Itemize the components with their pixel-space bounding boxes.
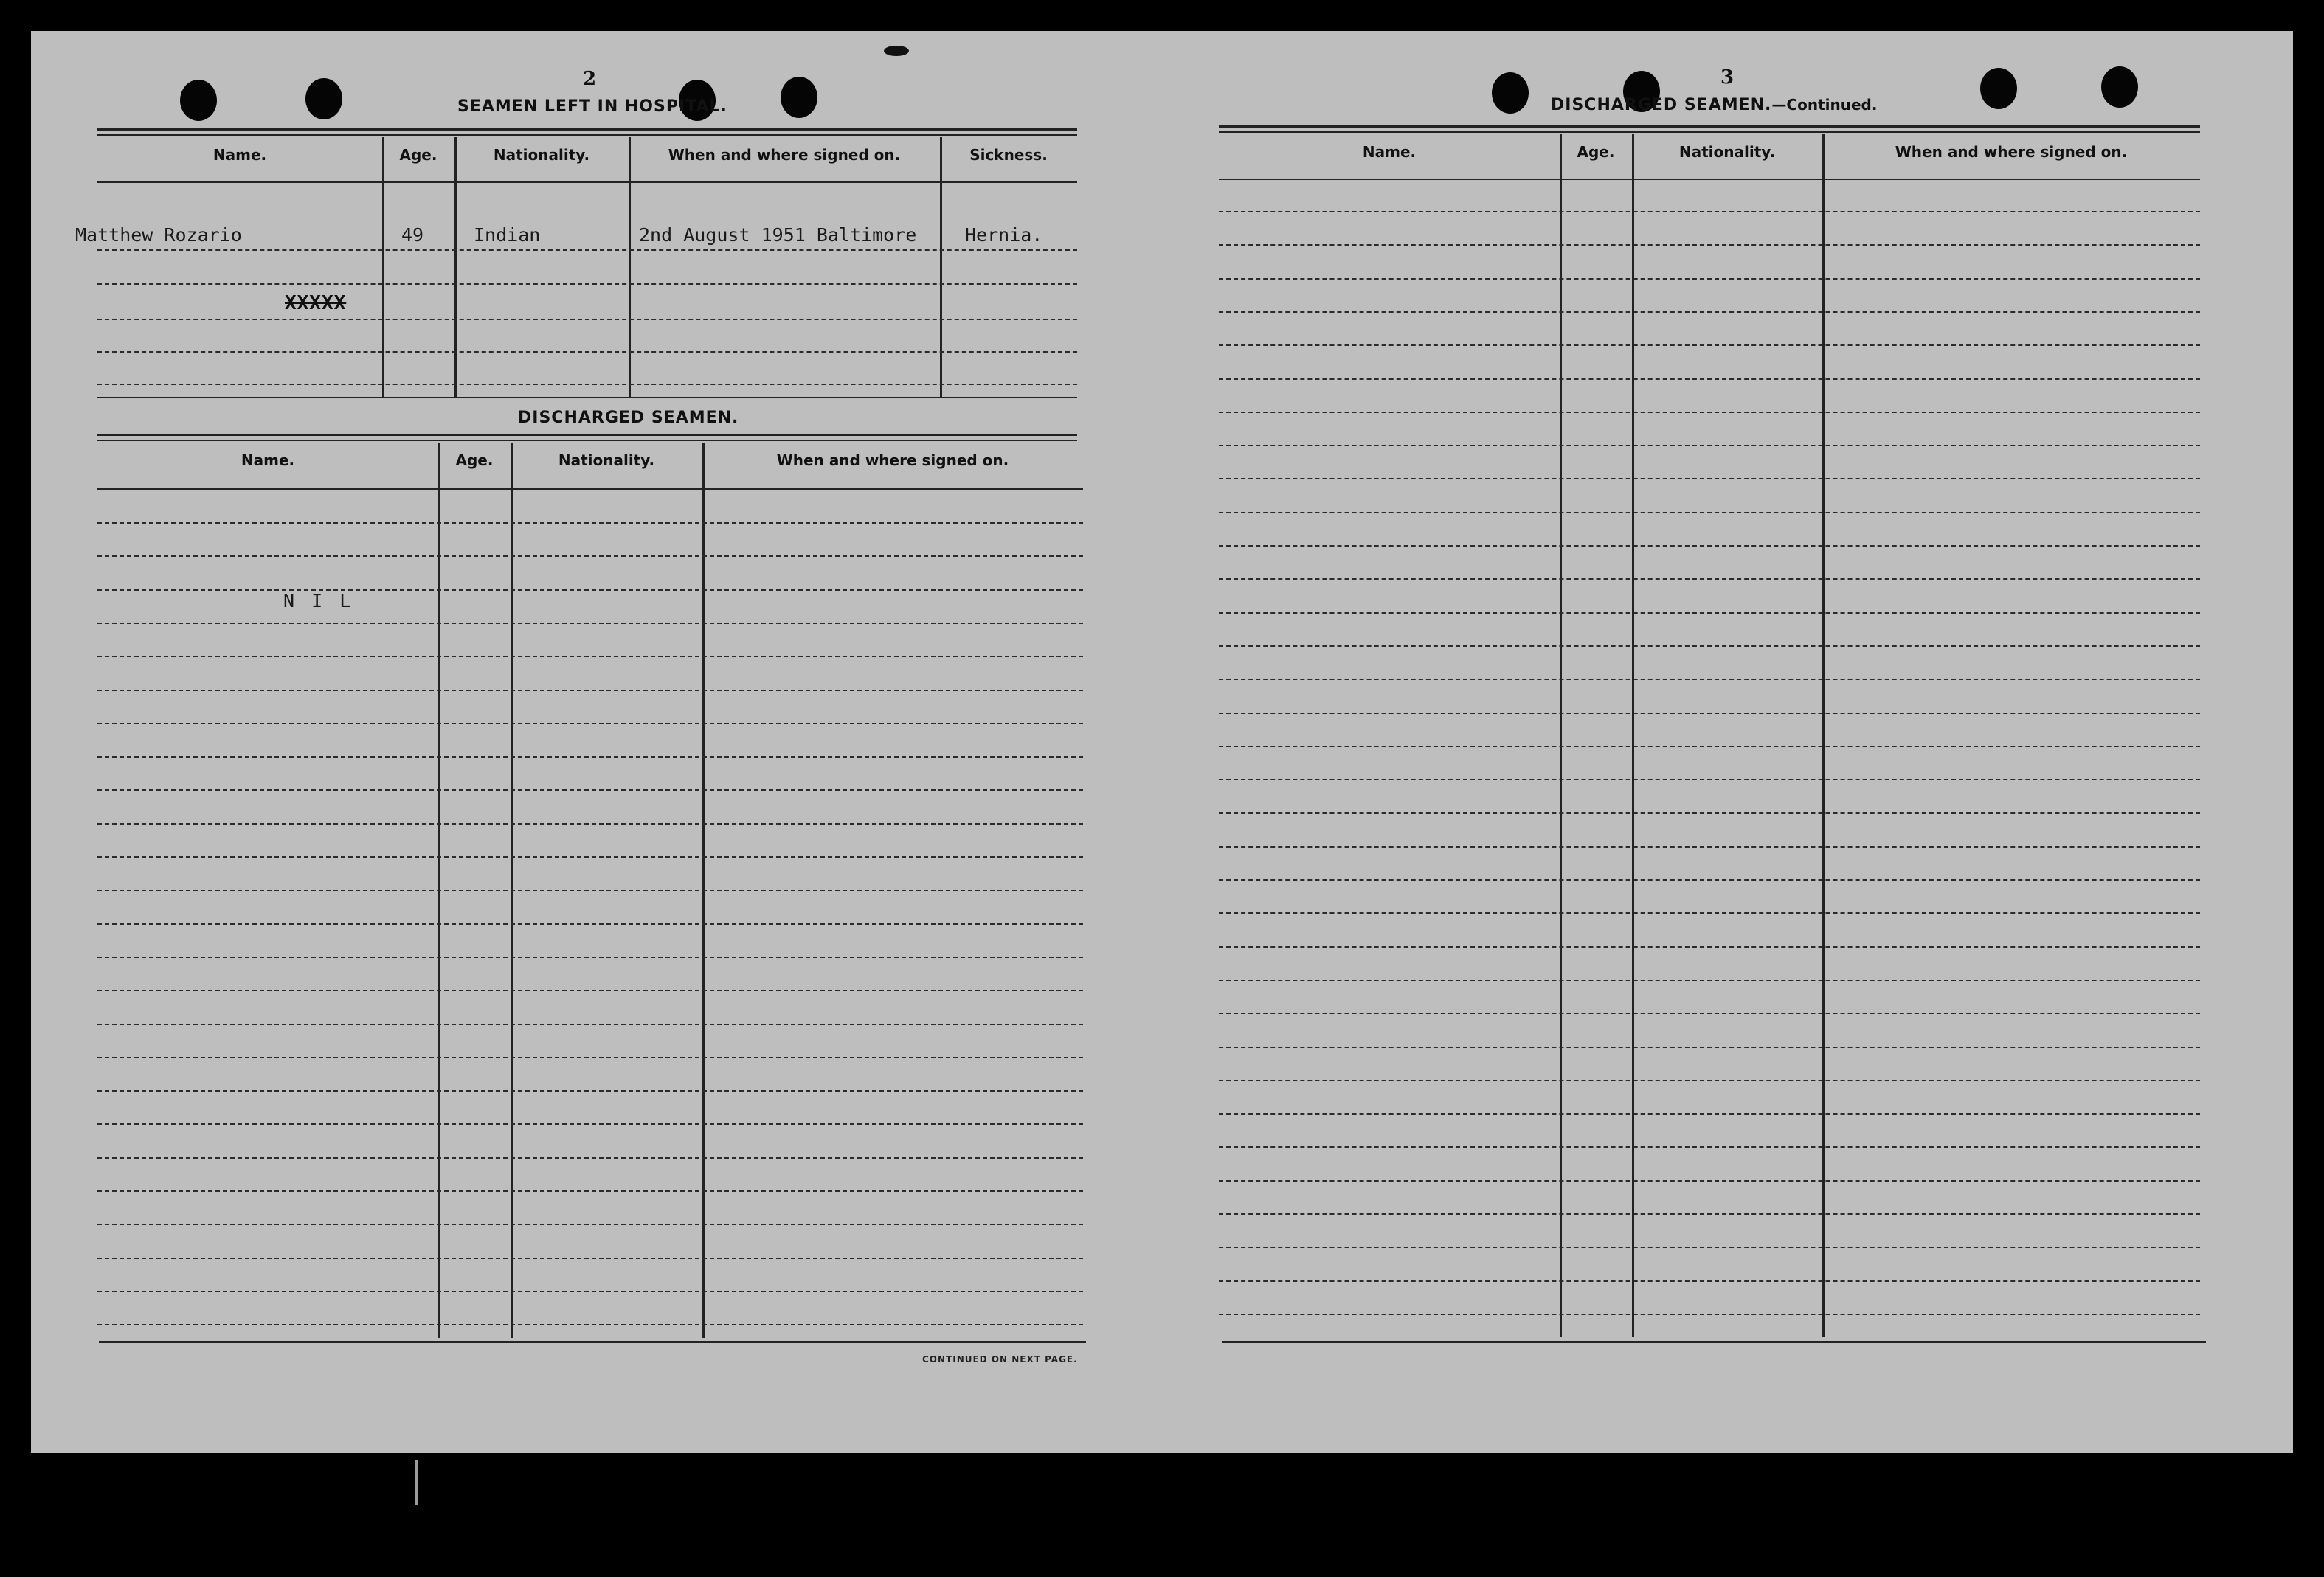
row-line: [1219, 1146, 2200, 1148]
discharged-continued-title: [1551, 96, 1877, 114]
row-line: [1219, 713, 2200, 714]
column-divider: [1560, 134, 1562, 1337]
punch-hole: [2101, 66, 2138, 108]
row-line: [1219, 912, 2200, 914]
col-header-nationality: Nationality.: [493, 146, 590, 164]
col-header-signed-on: When and where signed on.: [1895, 143, 2128, 161]
row-line: [97, 1157, 1083, 1159]
col-header-age: Age.: [399, 146, 438, 164]
row-line: [1219, 1213, 2200, 1215]
header-underline: [1219, 179, 2200, 180]
section-rule: [97, 434, 1077, 436]
hospital-row-signed-on: 2nd August 1951 Baltimore: [639, 224, 917, 246]
row-line: [97, 1258, 1083, 1259]
row-line: [97, 1324, 1083, 1325]
row-line: [97, 1224, 1083, 1225]
row-line: [1219, 879, 2200, 881]
hospital-row-age: 49: [401, 224, 424, 246]
header-underline: [97, 488, 1083, 490]
page-number: 2: [583, 68, 597, 90]
row-line: [97, 923, 1083, 925]
row-line: [1219, 478, 2200, 479]
hospital-row-name: Matthew Rozario: [75, 224, 242, 246]
row-line: [1219, 946, 2200, 948]
row-line: [1219, 812, 2200, 814]
header-underline: [97, 181, 1077, 183]
row-line: [1219, 1113, 2200, 1115]
hospital-table: [75, 137, 1077, 397]
row-line: [97, 656, 1083, 657]
row-line: [1219, 1180, 2200, 1182]
left-page: [75, 31, 1116, 1453]
row-line: [1219, 1080, 2200, 1081]
title-suffix: —Continued.: [1771, 96, 1878, 114]
row-line: [1219, 545, 2200, 547]
row-line: [97, 555, 1083, 557]
top-rule-inner: [97, 134, 1077, 136]
column-divider: [1822, 134, 1825, 1337]
row-line: [97, 957, 1083, 958]
nil-entry: N I L: [283, 590, 354, 611]
column-divider: [940, 137, 942, 397]
punch-hole: [781, 77, 817, 118]
hospital-section-title: SEAMEN LEFT IN HOSPITAL.: [457, 97, 727, 116]
row-line: [1219, 378, 2200, 380]
col-header-sickness: Sickness.: [969, 146, 1048, 164]
row-line: [97, 589, 1083, 591]
col-header-nationality: Nationality.: [558, 451, 655, 469]
right-page: [1219, 31, 2237, 1453]
row-line: [97, 856, 1083, 858]
column-divider: [629, 137, 631, 397]
col-header-name: Name.: [241, 451, 295, 469]
row-line: [1219, 1314, 2200, 1315]
top-rule: [1219, 125, 2200, 128]
row-line: [97, 789, 1083, 791]
continued-note: CONTINUED ON NEXT PAGE.: [922, 1354, 1078, 1365]
struck-out-mark: XXXXX: [285, 292, 347, 314]
row-line: [1219, 578, 2200, 580]
row-line: [97, 319, 1077, 320]
row-line: [97, 823, 1083, 825]
row-line: [1219, 445, 2200, 446]
row-line: [1219, 1280, 2200, 1282]
punch-hole: [305, 78, 342, 119]
col-header-age: Age.: [455, 451, 494, 469]
row-line: [97, 723, 1083, 724]
hospital-row-sickness: Hernia.: [965, 224, 1043, 246]
row-line: [97, 249, 1077, 251]
row-line: [97, 890, 1083, 891]
row-line: [1219, 612, 2200, 614]
row-line: [97, 623, 1083, 624]
column-divider: [454, 137, 457, 397]
row-line: [97, 351, 1077, 353]
col-header-name: Name.: [212, 146, 267, 164]
discharged-table-right: [1219, 134, 2200, 1338]
row-line: [1219, 512, 2200, 513]
punch-hole: [1980, 68, 2017, 109]
bottom-rule: [1222, 1341, 2206, 1343]
row-line: [97, 690, 1083, 691]
bottom-rule: [99, 1341, 1086, 1343]
row-line: [1219, 211, 2200, 212]
row-line: [1219, 278, 2200, 280]
row-line: [1219, 412, 2200, 413]
col-header-name: Name.: [1362, 143, 1417, 161]
row-line: [97, 1090, 1083, 1092]
col-header-nationality: Nationality.: [1678, 143, 1776, 161]
film-scratch: [415, 1460, 418, 1505]
row-line: [1219, 980, 2200, 981]
col-header-signed-on: When and where signed on.: [668, 146, 901, 164]
row-line: [1219, 645, 2200, 647]
row-line: [97, 1123, 1083, 1125]
section-rule: [97, 397, 1077, 398]
top-rule: [97, 128, 1077, 131]
punch-hole: [180, 80, 217, 121]
row-line: [97, 1024, 1083, 1025]
row-line: [1219, 1013, 2200, 1014]
discharged-section-title: DISCHARGED SEAMEN.: [518, 409, 739, 427]
row-line: [97, 1291, 1083, 1292]
row-line: [97, 990, 1083, 991]
row-line: [1219, 311, 2200, 313]
row-line: [1219, 1247, 2200, 1248]
row-line: [97, 1057, 1083, 1058]
row-line: [1219, 244, 2200, 246]
row-line: [97, 1190, 1083, 1192]
row-line: [1219, 344, 2200, 346]
discharged-table-left: [97, 443, 1083, 1345]
row-line: [97, 283, 1077, 285]
title-text: DISCHARGED SEAMEN.: [1551, 96, 1772, 114]
row-line: [1219, 679, 2200, 680]
document-sheet: [31, 31, 2293, 1453]
hospital-row-nationality: Indian: [474, 224, 541, 246]
top-rule-inner: [1219, 131, 2200, 133]
col-header-signed-on: When and where signed on.: [776, 451, 1009, 469]
row-line: [97, 384, 1077, 385]
ink-speck: [884, 46, 909, 56]
row-line: [1219, 746, 2200, 747]
section-rule-inner: [97, 440, 1077, 441]
page-number: 3: [1720, 66, 1735, 89]
row-line: [1219, 779, 2200, 780]
col-header-age: Age.: [1577, 143, 1615, 161]
row-line: [97, 756, 1083, 758]
punch-hole: [1492, 72, 1529, 114]
row-line: [1219, 846, 2200, 848]
column-divider: [382, 137, 384, 397]
row-line: [1219, 1047, 2200, 1048]
column-divider: [1632, 134, 1634, 1337]
row-line: [97, 522, 1083, 524]
